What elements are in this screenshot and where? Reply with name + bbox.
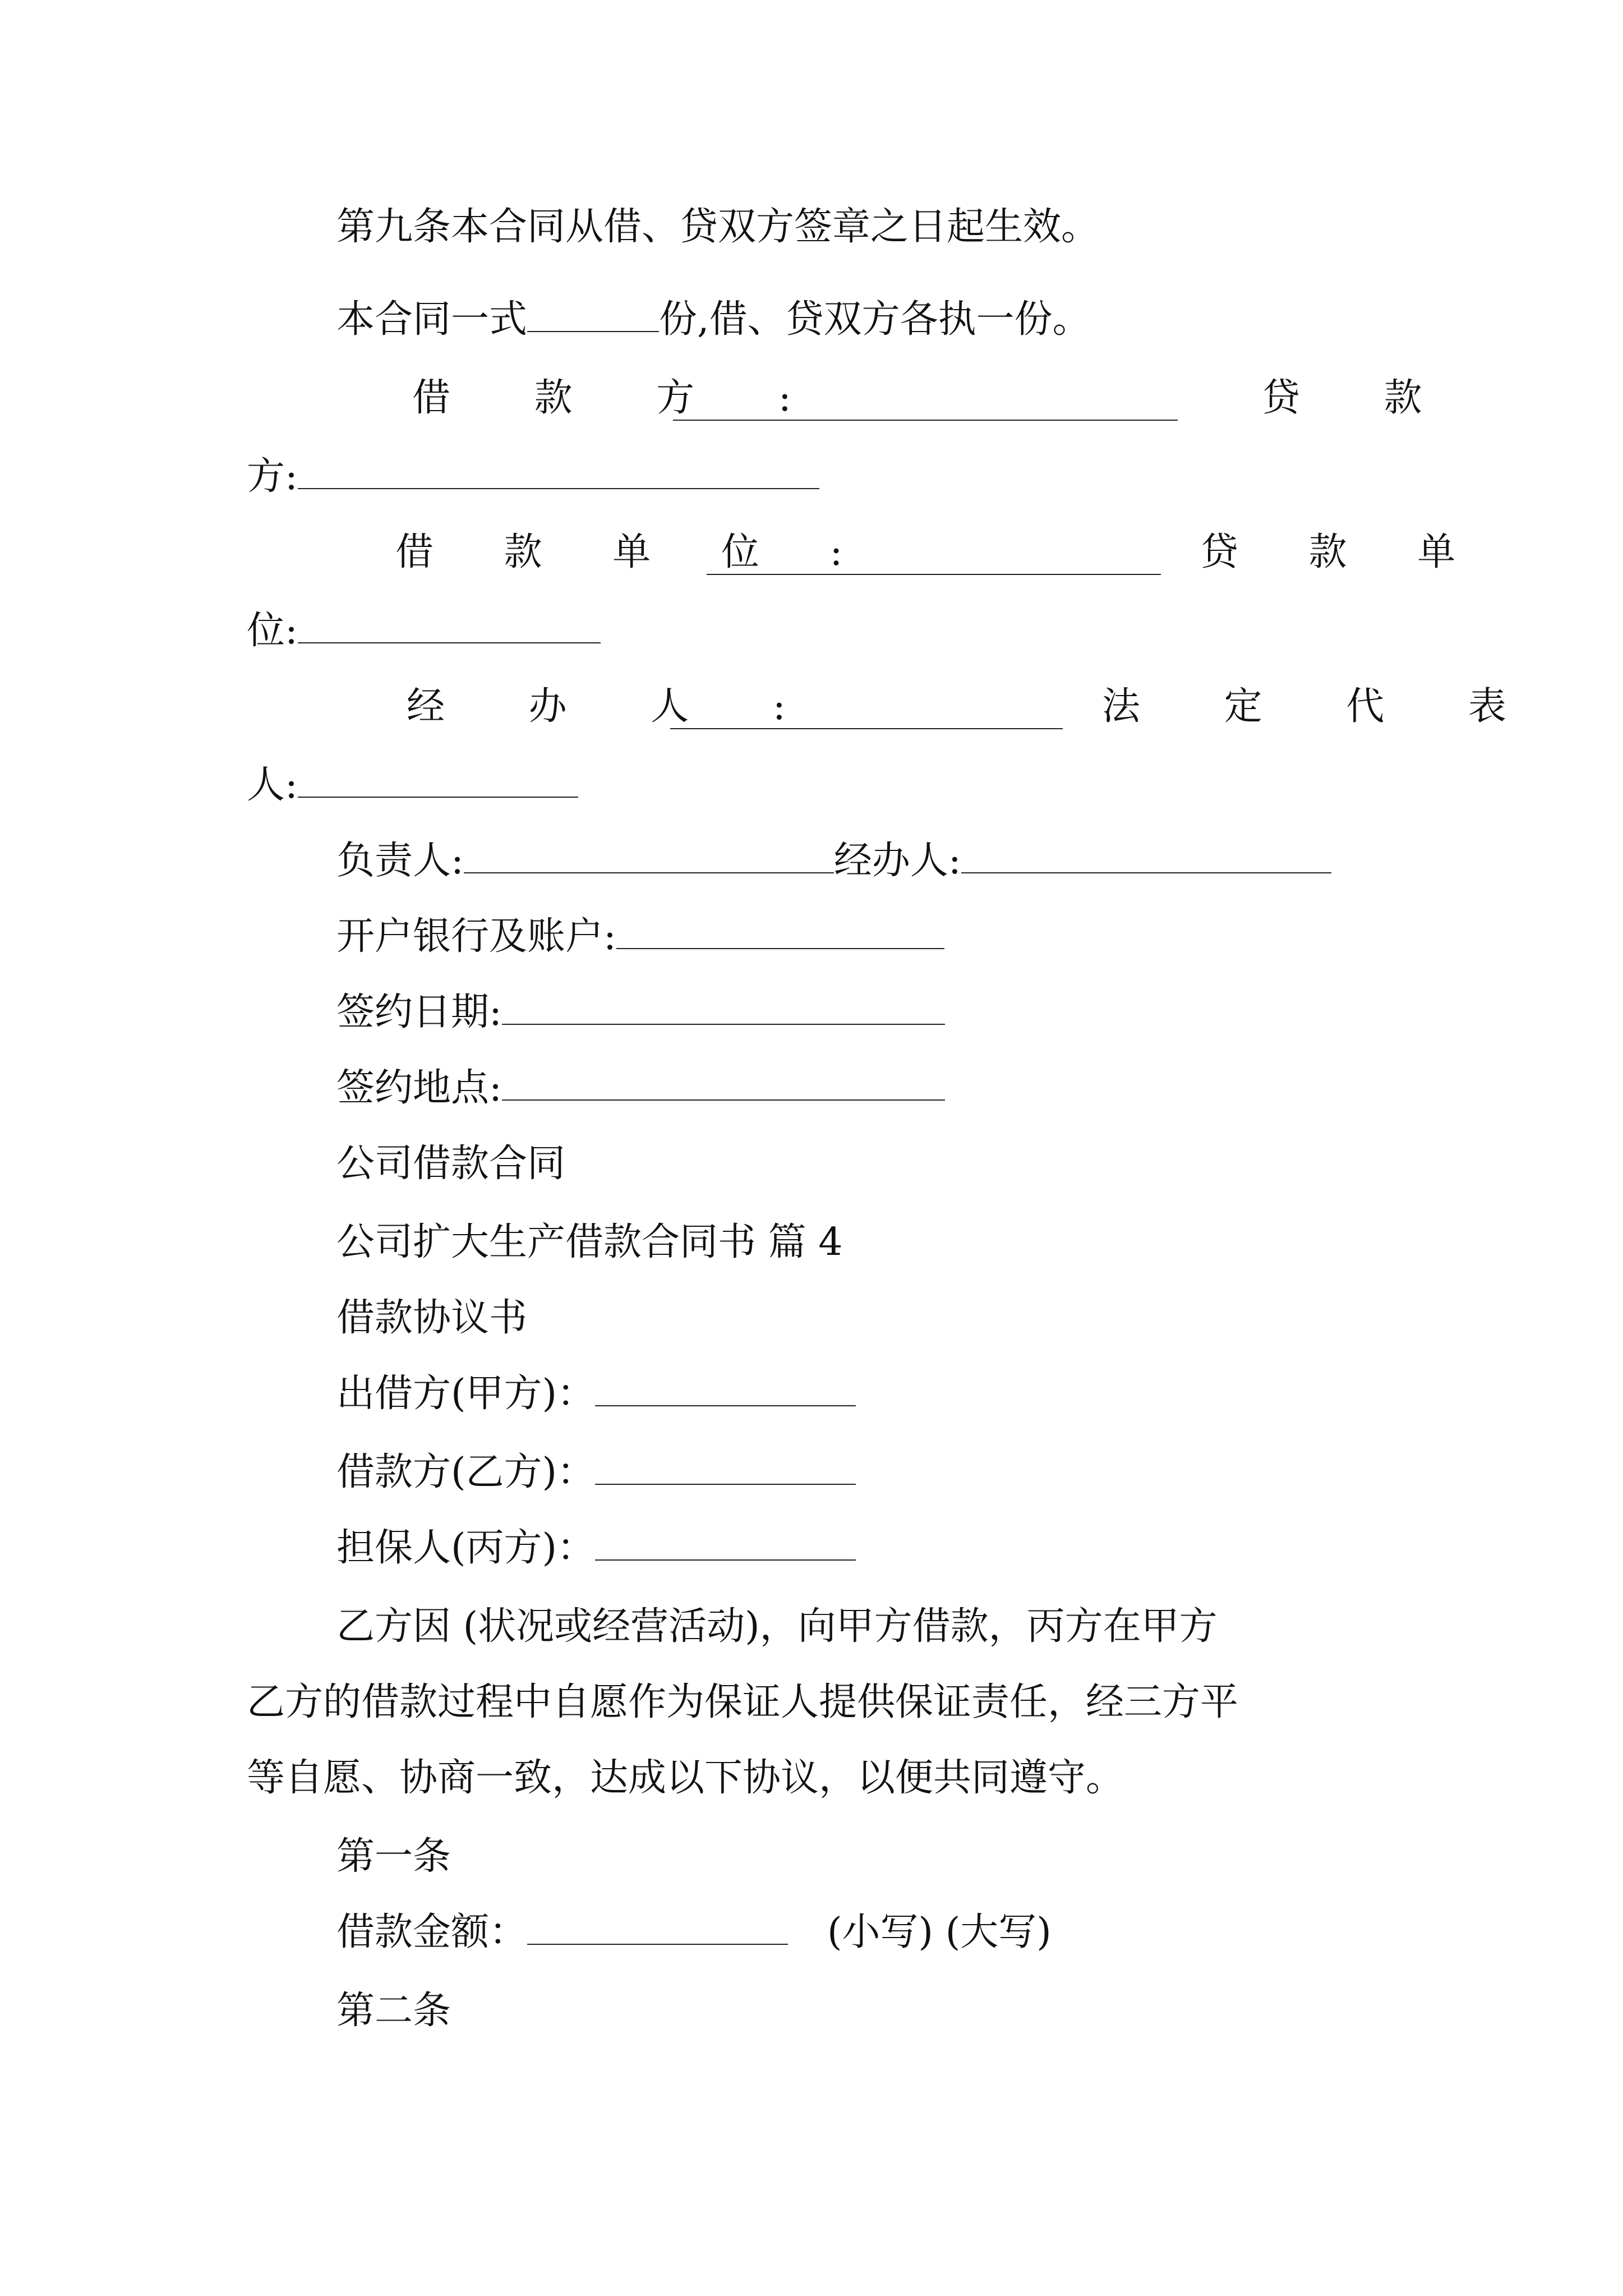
handler-line: 经 办 人 : [407,684,822,729]
guarantor-party-blank[interactable] [595,1527,856,1561]
responsible-person-line: 负责人: 经办人: [336,836,1331,886]
handler-blank[interactable] [670,696,1063,729]
sign-date-line: 签约日期: [336,987,945,1038]
loan-amount-blank[interactable] [527,1911,788,1945]
legal-rep-label-start: 法 定 代 表 [1102,684,1542,729]
sign-place-blank[interactable] [502,1067,945,1101]
guarantor-party-line: 担保人(丙方)： [336,1523,856,1573]
company-loan-title: 公司借款合同 [336,1142,566,1186]
lender-unit-label-start: 贷 款 单 [1200,530,1485,574]
sign-place-line: 签约地点: [336,1063,945,1114]
section-heading: 公司扩大生产借款合同书 篇 4 [336,1220,843,1264]
legal-rep-blank[interactable] [298,764,578,798]
lender-label-end: 方: [247,452,819,502]
loan-amount-line: 借款金额： (小写) (大写) [336,1910,1052,1954]
sign-date-blank[interactable] [502,991,945,1025]
copies-blank[interactable] [527,298,659,332]
body-paragraph-line-1: 乙方因 (状况或经营活动)，向甲方借款，丙方在甲方 [336,1604,1218,1649]
lender-unit-label-end: 位: [247,606,601,656]
copies-line: 本合同一式 份,借、贷双方各执一份。 [336,297,1091,342]
lender-label-start: 贷 款 [1262,376,1458,420]
responsible-person-blank[interactable] [464,840,834,873]
lender-party-line: 出借方(甲方)： [336,1369,856,1419]
borrower-unit-blank[interactable] [707,541,1161,575]
lender-blank[interactable] [298,455,819,489]
lender-unit-blank[interactable] [298,610,601,643]
body-paragraph-line-2: 乙方的借款过程中自愿作为保证人提供保证责任，经三方平 [247,1680,1239,1724]
borrower-party-blank[interactable] [595,1451,856,1485]
agreement-title: 借款协议书 [336,1296,528,1340]
handler-2-blank[interactable] [961,840,1331,873]
article-nine-text: 第九条本合同从借、贷双方签章之日起生效。 [336,205,1100,249]
legal-rep-label-end: 人: [247,760,578,811]
borrower-unit-line: 借 款 单 位 : [395,530,872,574]
borrower-party-line: 借款方(乙方)： [336,1447,856,1498]
borrower-label-line: 借 款 方 : [412,376,827,420]
bank-account-blank[interactable] [616,915,944,949]
body-paragraph-line-3: 等自愿、协商一致，达成以下协议，以便共同遵守。 [247,1756,1124,1800]
lender-party-blank[interactable] [595,1373,856,1406]
article-one-heading: 第一条 [336,1834,451,1879]
bank-account-line: 开户银行及账户: [336,912,944,962]
borrower-blank[interactable] [673,387,1178,421]
article-two-heading: 第二条 [336,1989,451,2033]
